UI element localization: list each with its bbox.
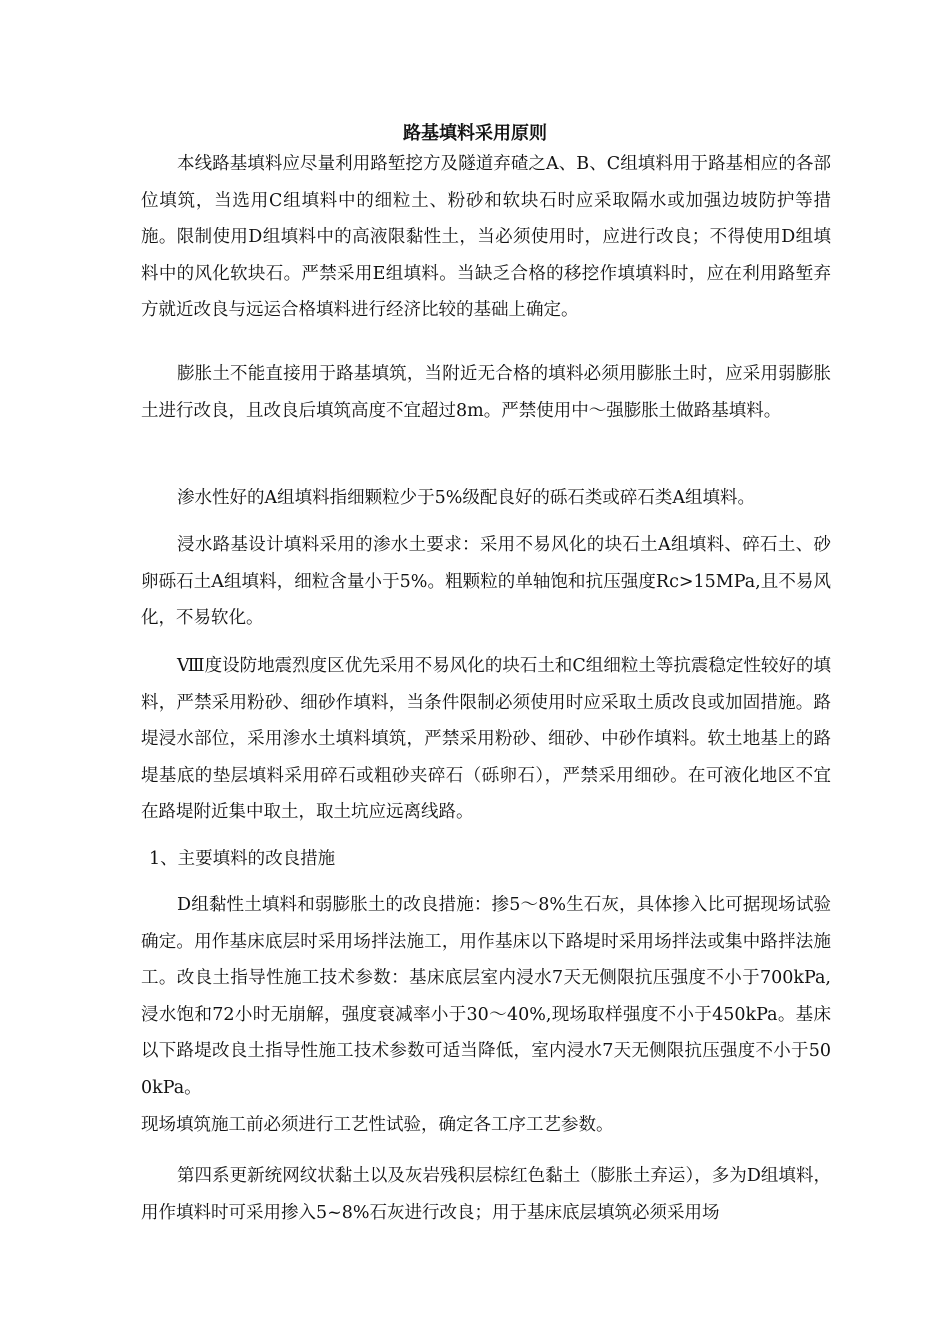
paragraph-expansive-soil: 膨胀土不能直接用于路基填筑，当附近无合格的填料必须用膨胀土时，应采用弱膨胀土进行改良，且改良后填筑高度不宜超过8m。严禁使用中～强膨胀土做路基填料。 xyxy=(141,364,831,421)
paragraph-permeable-fill: 渗水性好的A组填料指细颗粒少于5%级配良好的砾石类或碎石类A组填料。 xyxy=(177,488,756,508)
paragraph-flooded-subgrade: 浸水路基设计填料采用的渗水土要求：采用不易风化的块石土A组填料、碎石土、砂卵砾石土A组填料，细粒含量小于5%。粗颗粒的单轴饱和抗压强度Rc>15MPa,且不易风化，不易软化。 xyxy=(141,535,831,628)
paragraph-seismic-zone: Ⅷ度设防地震烈度区优先采用不易风化的块石土和C组细粒土等抗震稳定性较好的填料，严禁采用粉砂、细砂作填料，当条件限制必须使用时应采取土质改良或加固措施。路堤浸水部位，采用渗水土填料填筑，严禁采用粉砂、细砂、中砂作填料。软土地基上的路堤基底的垫层填料采用碎石或粗砂夹碎石（砾卵石），严禁采用细砂。在可液化地区不宜在路堤附近集中取土，取土坑应远离线路。 xyxy=(141,656,831,822)
paragraph-field-test: 现场填筑施工前必须进行工艺性试验，确定各工序工艺参数。 xyxy=(141,1115,614,1135)
document-title: 路基填料采用原则 xyxy=(403,123,547,144)
paragraph-improvement-measures: D组黏性土填料和弱膨胀土的改良措施：掺5～8%生石灰，具体掺入比可据现场试验确定。用作基床底层时采用场拌法施工，用作基床以下路堤时采用场拌法或集中路拌法施工。改良土指导性施工技术参数：基床底层室内浸水7天无侧限抗压强度不小于700kPa,浸水饱和72小时无崩解，强度衰减率小于30～40%,现场取样强度不小于450kPa。基床以下路堤改良土指导性施工技术参数可适当降低，室内浸水7天无侧限抗压强度不小于500kPa。 xyxy=(141,895,831,1098)
paragraph-quaternary-clay: 第四系更新统网纹状黏土以及灰岩残积层棕红色黏土（膨胀土弃运），多为D组填料，用作填料时可采用掺入5~8%石灰进行改良；用于基床底层填筑必须采用场 xyxy=(141,1166,831,1223)
section-heading-improvement: 1、主要填料的改良措施 xyxy=(149,849,336,869)
paragraph-fill-principles: 本线路基填料应尽量利用路堑挖方及隧道弃碴之A、B、C组填料用于路基相应的各部位填筑，当选用C组填料中的细粒土、粉砂和软块石时应采取隔水或加强边坡防护等措施。限制使用D组填料中的高液限黏性土，当必须使用时，应进行改良；不得使用D组填料中的风化软块石。严禁采用E组填料。当缺乏合格的移挖作填填料时，应在利用路堑弃方就近改良与远运合格填料进行经济比较的基础上确定。 xyxy=(141,154,831,320)
